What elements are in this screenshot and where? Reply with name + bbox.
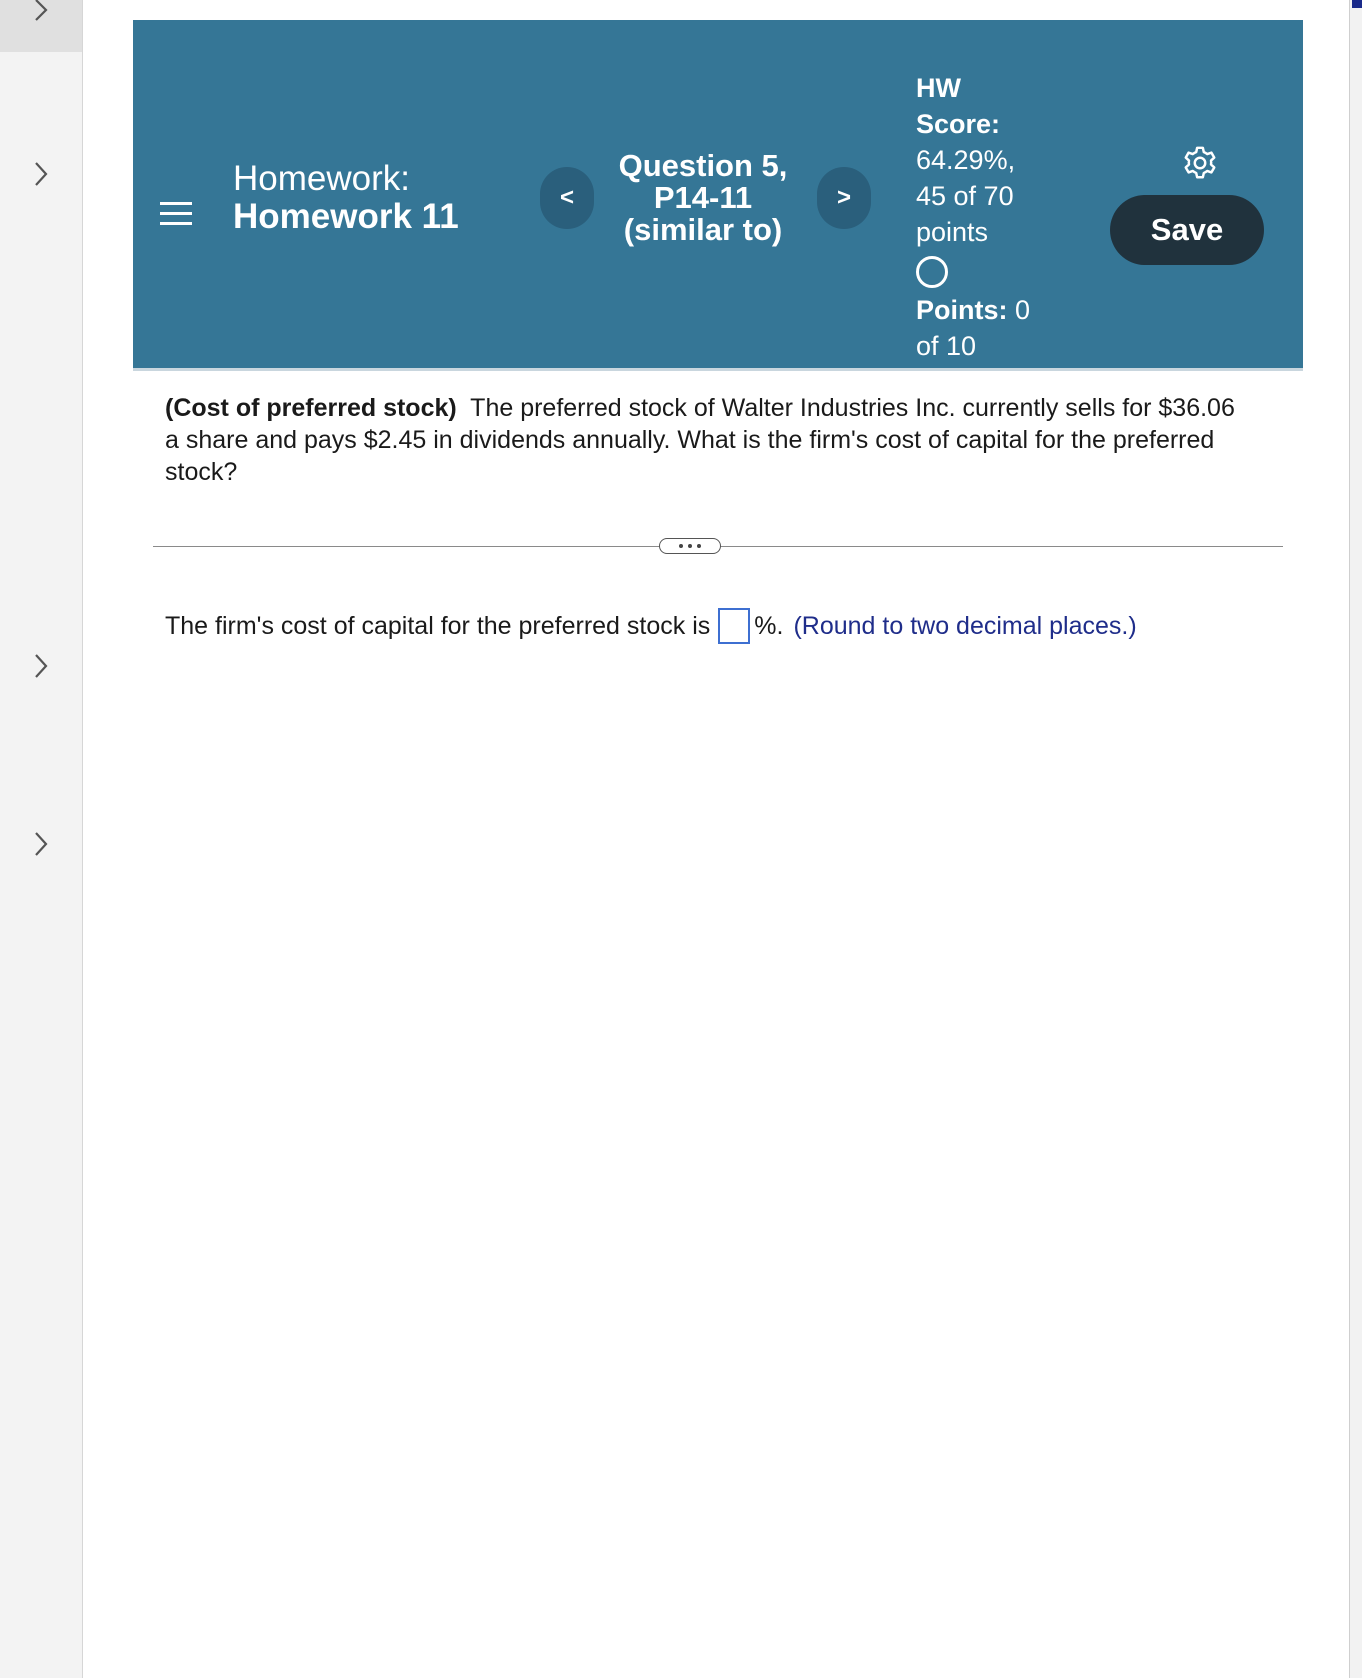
question-title-line: P14-11 — [653, 180, 753, 215]
score-value: points — [916, 217, 989, 247]
previous-question-button[interactable] — [540, 167, 594, 229]
scrollbar[interactable] — [1349, 0, 1362, 1678]
question-title-line: Question 5, — [618, 148, 788, 183]
chevron-right-icon: > — [836, 184, 851, 211]
question-title — [603, 150, 803, 246]
circle-icon — [916, 256, 948, 288]
gear-icon[interactable] — [1181, 144, 1219, 182]
homework-title — [233, 160, 459, 236]
score-label: Score: — [916, 109, 1001, 139]
homework-name: Homework 11 — [233, 197, 459, 236]
rail-expand-1[interactable] — [0, 0, 82, 52]
score-panel — [916, 70, 1056, 364]
chevron-left-icon: < — [559, 184, 574, 211]
answer-prefix: The firm's cost of capital for the preferred stock is — [165, 612, 711, 640]
next-question-button[interactable] — [817, 167, 871, 229]
answer-input[interactable] — [718, 608, 750, 644]
rail-expand-2[interactable] — [0, 148, 82, 200]
answer-line — [165, 606, 1137, 646]
question-title-line: (similar to) — [623, 212, 783, 247]
scrollbar-accent — [1352, 0, 1362, 8]
menu-icon[interactable] — [160, 200, 192, 228]
ellipsis-icon[interactable] — [659, 538, 721, 554]
assignment-header — [133, 20, 1303, 371]
rounding-hint: (Round to two decimal places.) — [793, 612, 1137, 640]
chevron-right-icon — [32, 831, 50, 857]
homework-label: Homework: — [233, 159, 410, 198]
chevron-right-icon — [32, 161, 50, 187]
question-topic: (Cost of preferred stock) — [165, 394, 457, 422]
rail-expand-3[interactable] — [0, 640, 82, 692]
save-button[interactable]: Save — [1110, 195, 1264, 265]
chevron-right-icon — [32, 0, 50, 30]
points-value: 0 — [1015, 295, 1031, 325]
answer-suffix: %. — [754, 612, 784, 640]
points-label: Points: — [916, 295, 1008, 325]
rail-expand-4[interactable] — [0, 818, 82, 870]
chevron-right-icon — [32, 653, 50, 679]
points-value-total: of 10 — [916, 331, 977, 361]
left-rail — [0, 0, 83, 1678]
question-body: The preferred stock of Walter Industries Inc. currently sells for $36.06 a share and pays $2.45 in dividends annually. What is the firm's cost of capital for the preferred stock? — [165, 394, 1235, 486]
score-label: HW — [916, 73, 961, 103]
points-line — [916, 292, 1056, 328]
score-value: 64.29%, — [916, 145, 1016, 175]
question-text — [165, 392, 1255, 488]
score-value: 45 of 70 — [916, 181, 1014, 211]
